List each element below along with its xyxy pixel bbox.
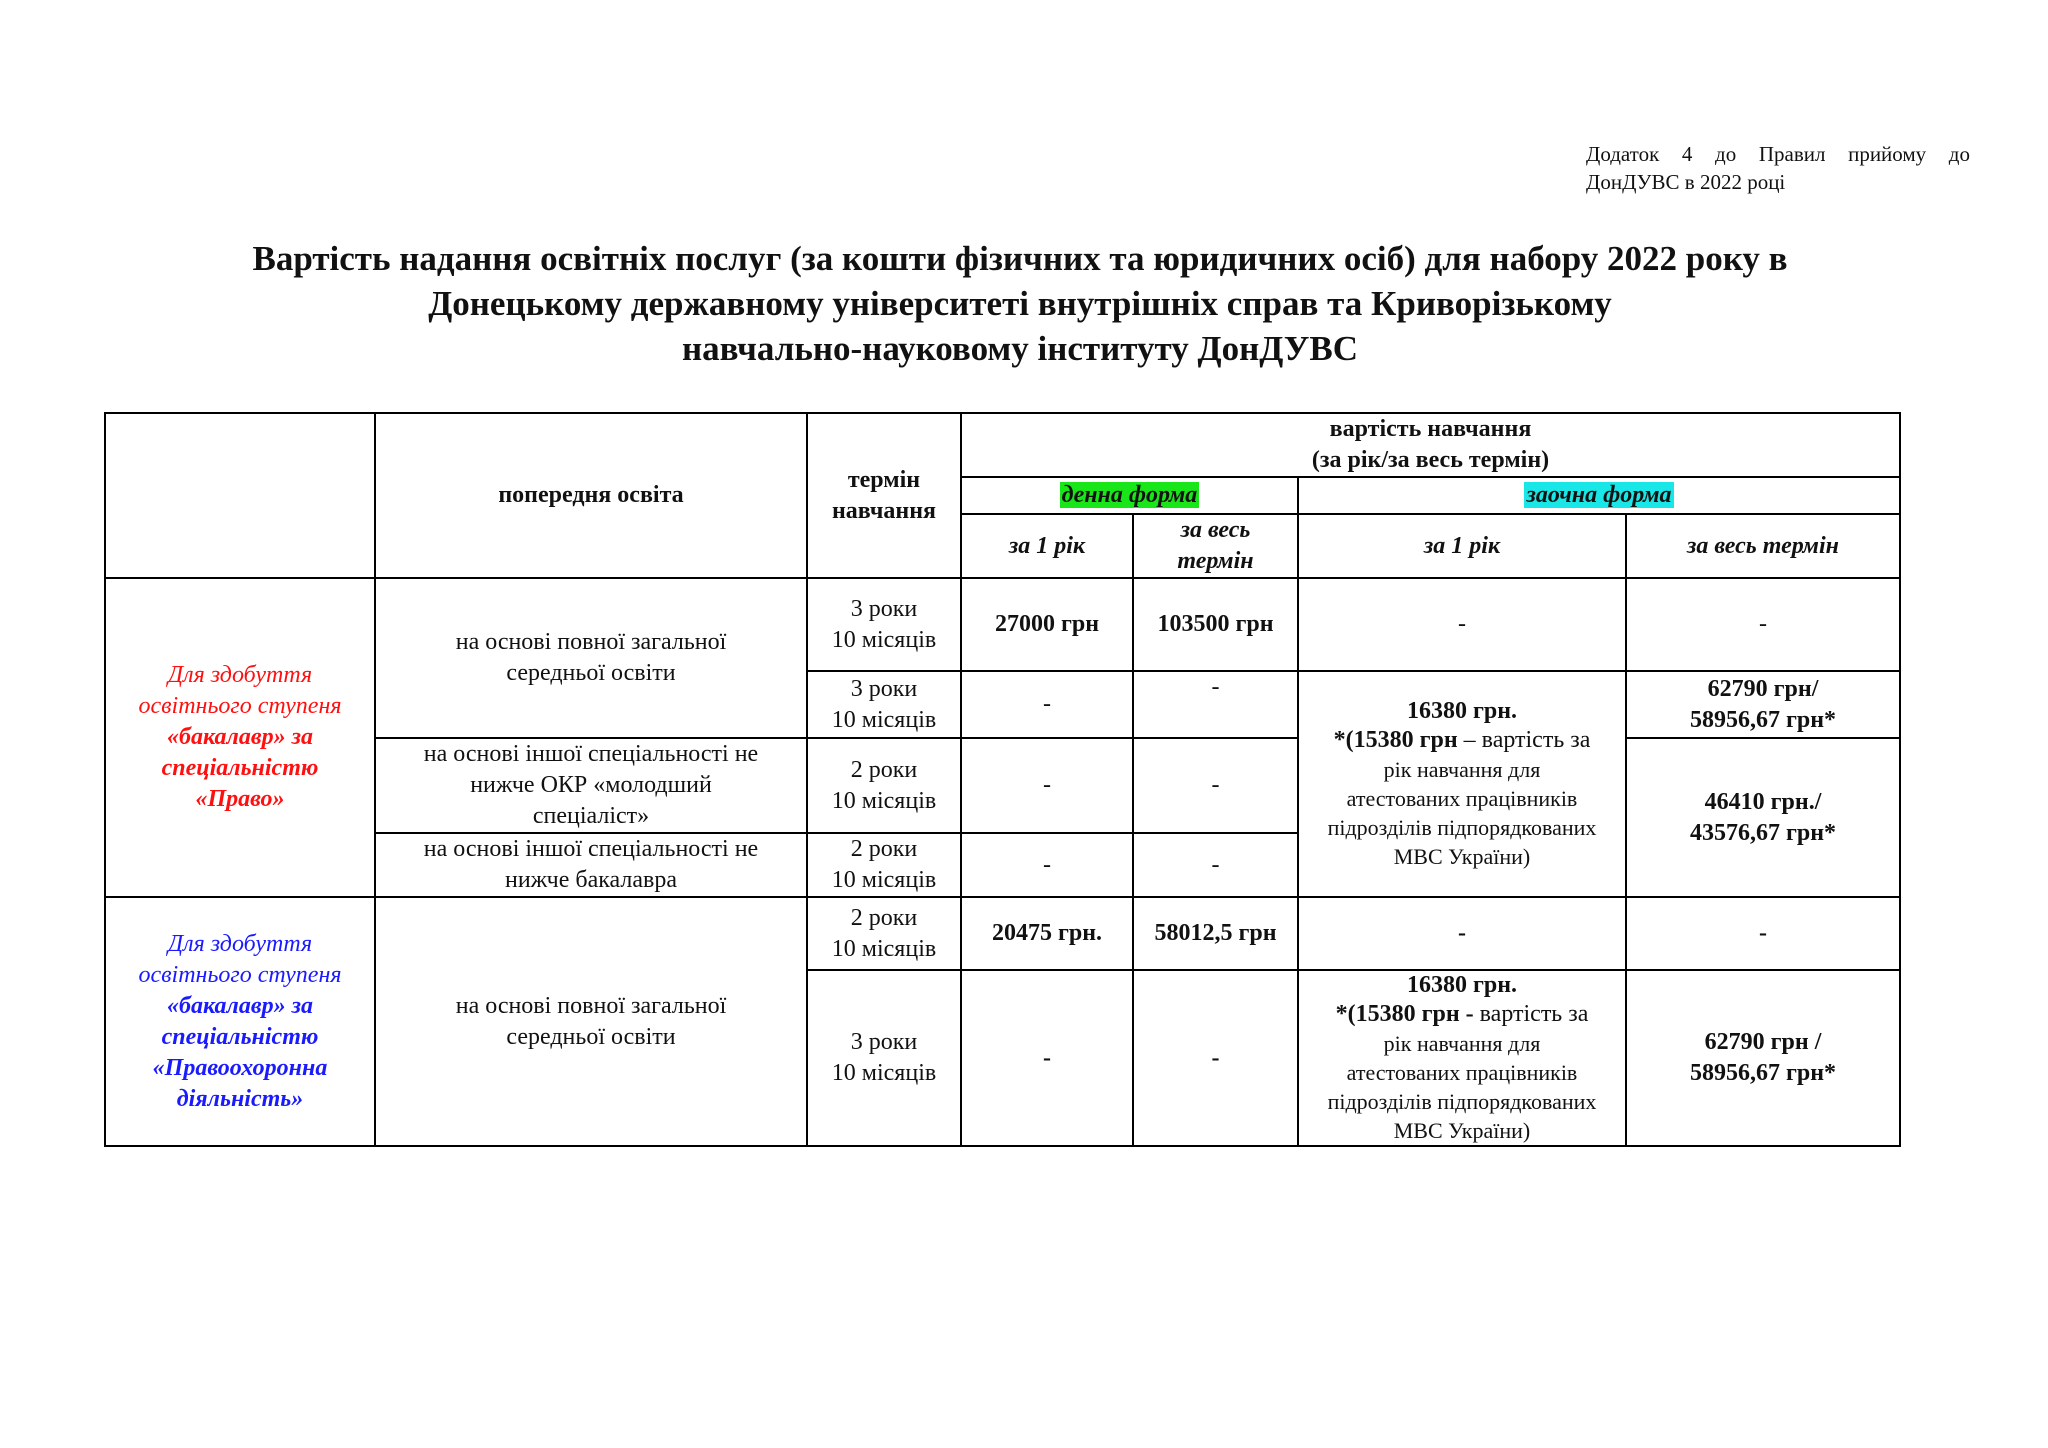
tuition-cost-table (104, 412, 1901, 1147)
header-denna-year: за 1 рік (961, 514, 1133, 578)
denna-year-cost: 20475 грн. (961, 897, 1133, 970)
header-cost-line: (за рік/за весь термін) (1311, 447, 1550, 473)
note-line: МВС України) (1393, 1118, 1531, 1143)
cost-line: 46410 грн./ (1704, 788, 1822, 815)
denna-form-label: денна форма (1061, 482, 1198, 508)
term-cell (807, 970, 961, 1146)
table-row (105, 738, 1900, 833)
page-title (120, 236, 1920, 371)
term-line: 10 місяців (831, 867, 937, 893)
header-denna-total-line: за весь (1180, 517, 1251, 543)
prev-education-cell (375, 578, 807, 738)
zaochna-total-cost (1626, 970, 1900, 1146)
term-line: 3 роки (850, 675, 918, 702)
header-zaochna-year: за 1 рік (1298, 514, 1626, 578)
prev-education-line: на основі повної загальної (455, 992, 727, 1019)
term-cell (807, 833, 961, 897)
group-label-line: Для здобуття (167, 662, 313, 688)
term-cell (807, 671, 961, 738)
title-line: навчально-науковому інституту ДонДУВС (681, 329, 1359, 368)
group-label-line: спеціальністю (161, 755, 319, 781)
term-line: 10 місяців (831, 626, 937, 653)
term-line: 2 роки (850, 756, 918, 783)
prev-education-line: на основі іншої спеціальності не (423, 836, 759, 862)
cost-line: 62790 грн / (1704, 1029, 1822, 1055)
denna-total-cost: - (1133, 671, 1298, 738)
header-empty-cell (105, 413, 375, 578)
prev-education-line: середньої освіти (506, 660, 676, 686)
note-line: МВС України) (1393, 844, 1531, 869)
denna-year-cost: - (961, 833, 1133, 897)
term-line: 2 роки (850, 904, 918, 931)
term-cell (807, 897, 961, 970)
header-denna-total-line: термін (1177, 548, 1254, 574)
note-line (1303, 726, 1621, 755)
cost-line: 43576,67 грн* (1689, 819, 1837, 846)
note-line: атестованих працівників (1346, 786, 1578, 811)
prev-education-cell (375, 738, 807, 833)
cost-line: 58956,67 грн* (1689, 706, 1837, 733)
title-line: Вартість надання освітніх послуг (за кошти фізичних та юридичних осіб) для набору 2022 року в (252, 239, 1788, 278)
prev-education-cell (375, 897, 807, 1146)
group-label-line: «Право» (195, 786, 285, 812)
note-bold: *(15380 грн - (1335, 1001, 1474, 1027)
group-label-pravo (105, 578, 375, 897)
group-label-line: діяльність» (176, 1085, 304, 1112)
denna-total-cost: 58012,5 грн (1133, 897, 1298, 970)
term-cell (807, 578, 961, 671)
note-line: рік навчання для (1383, 757, 1541, 782)
annex-line: Додаток 4 до Правил прийому до (1586, 142, 1970, 166)
note-rest: вартість за (1473, 1001, 1589, 1027)
denna-year-cost: 27000 грн (961, 578, 1133, 671)
zaochna-form-label: заочна форма (1526, 482, 1672, 508)
denna-year-cost: - (961, 738, 1133, 833)
cost-line: 62790 грн/ (1707, 675, 1819, 702)
group-label-line: «бакалавр» за (167, 992, 313, 1019)
group-label-line: освітнього ступеня (138, 961, 342, 988)
title-line: Донецькому державному університеті внутрішніх справ та Криворізькому (428, 284, 1612, 323)
header-zaochna-form (1298, 477, 1900, 514)
note-line: рік навчання для (1383, 1031, 1541, 1056)
zaochna-total-cost: - (1626, 897, 1900, 970)
zaochna-year-cost: - (1298, 897, 1626, 970)
header-cost (961, 413, 1900, 477)
note-line: підрозділів підпорядкованих (1327, 815, 1597, 840)
zaochna-total-cost: - (1626, 578, 1900, 671)
header-term-line: термін (847, 466, 921, 493)
term-line: 10 місяців (831, 787, 937, 814)
zaochna-year-cost: - (1298, 578, 1626, 671)
denna-total-cost: - (1133, 833, 1298, 897)
group-label-line: освітнього ступеня (138, 693, 342, 719)
header-term (807, 413, 961, 578)
table-row (105, 578, 1900, 671)
group-label-line: спеціальністю (161, 1023, 319, 1050)
header-denna-form (961, 477, 1298, 514)
zaochna-year-cost-note (1298, 970, 1626, 1146)
term-line: 10 місяців (831, 935, 937, 962)
note-line: 16380 грн. (1406, 698, 1518, 724)
denna-year-cost: - (961, 671, 1133, 738)
denna-total-cost: - (1133, 738, 1298, 833)
prev-education-line: спеціаліст» (532, 803, 650, 829)
header-term-line: навчання (831, 497, 937, 524)
group-label-line: Для здобуття (167, 930, 313, 957)
zaochna-total-cost (1626, 738, 1900, 897)
group-label-pravoohoronna (105, 897, 375, 1146)
prev-education-line: нижче ОКР «молодший (470, 772, 712, 798)
header-zaochna-total: за весь термін (1626, 514, 1900, 578)
prev-education-line: на основі повної загальної (455, 629, 727, 655)
prev-education-cell (375, 833, 807, 897)
prev-education-line: нижче бакалавра (504, 867, 678, 893)
zaochna-total-cost (1626, 671, 1900, 738)
term-line: 10 місяців (831, 1060, 937, 1086)
note-bold: *(15380 грн (1333, 727, 1458, 753)
denna-total-cost: 103500 грн (1133, 578, 1298, 671)
header-prev-education: попередня освіта (375, 413, 807, 578)
term-line: 3 роки (850, 1029, 918, 1055)
note-line: атестованих працівників (1346, 1060, 1578, 1085)
zaochna-year-cost-note (1298, 671, 1626, 897)
term-line: 3 роки (850, 595, 918, 622)
table-row (105, 897, 1900, 970)
header-row (105, 413, 1900, 477)
denna-total-cost: - (1133, 970, 1298, 1146)
header-denna-total (1133, 514, 1298, 578)
note-line: підрозділів підпорядкованих (1327, 1089, 1597, 1114)
term-line: 10 місяців (831, 706, 937, 733)
note-line: 16380 грн. (1406, 972, 1518, 998)
header-cost-line: вартість навчання (1329, 416, 1532, 442)
note-rest: – вартість за (1457, 727, 1591, 753)
term-cell (807, 738, 961, 833)
annex-note (1586, 140, 1970, 196)
note-line (1303, 1000, 1621, 1029)
denna-year-cost: - (961, 970, 1133, 1146)
term-line: 2 роки (850, 836, 918, 862)
annex-line: ДонДУВС в 2022 році (1586, 170, 1786, 194)
prev-education-line: середньої освіти (506, 1023, 676, 1050)
group-label-line: «Правоохоронна (152, 1054, 328, 1081)
prev-education-line: на основі іншої спеціальності не (423, 741, 759, 767)
cost-line: 58956,67 грн* (1689, 1060, 1837, 1086)
group-label-line: «бакалавр» за (167, 724, 313, 750)
